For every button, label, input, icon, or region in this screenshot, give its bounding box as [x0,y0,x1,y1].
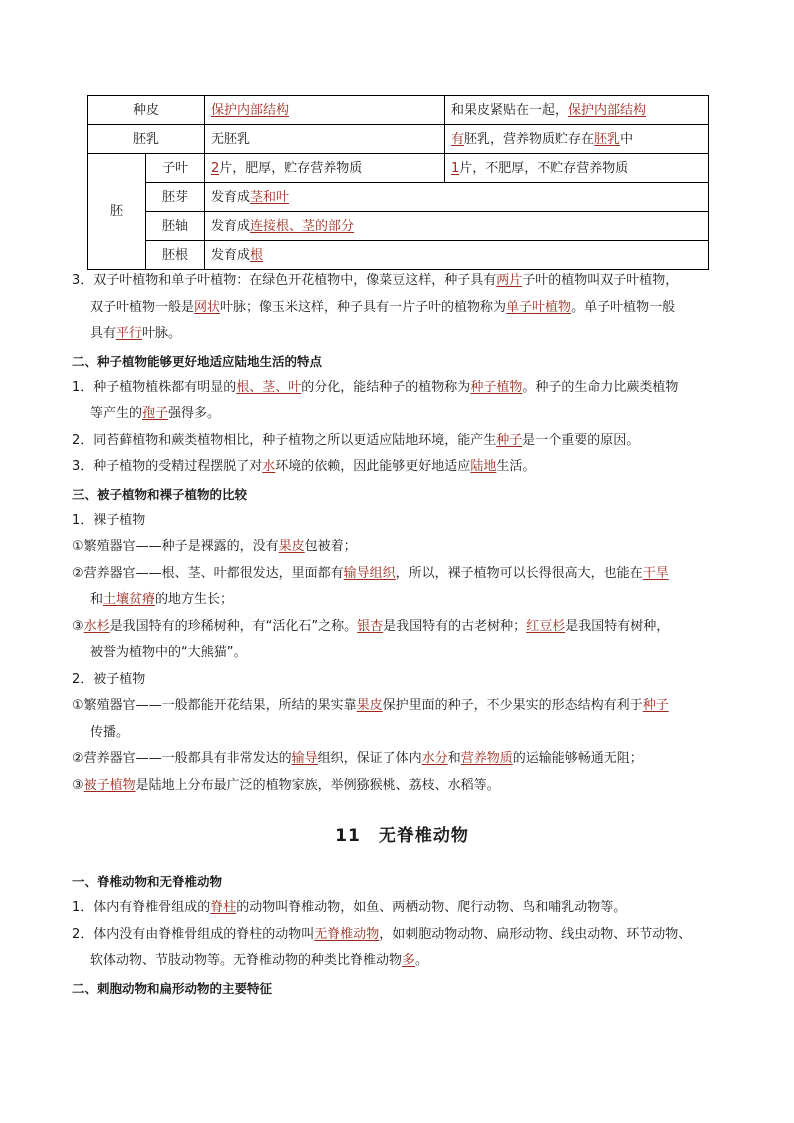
text-segment: 和 [90,592,104,607]
text-segment: 片，不肥厚，不贮存营养物质 [459,160,629,176]
table-cell-content [205,241,709,270]
section-title-text: 无脊椎动物 [378,826,469,846]
text-segment: 胚乳，营养物质贮存在 [464,131,595,147]
section-heading [72,868,732,895]
paragraph-line [72,561,732,588]
text-segment: 。单子叶植物一般 [571,299,676,315]
paragraph-line [72,401,732,428]
text-segment: 发育成 [211,247,251,263]
paragraph-line [72,895,732,922]
text-segment: 等产生的 [90,406,143,421]
text-segment: 1．裸子植物 [72,512,146,528]
key-term: 连接根、茎的部分 [250,218,355,234]
table-cell-content [205,183,709,212]
table-cell-content [205,212,709,241]
text-segment: 是我国特有的古老树种； [383,618,527,634]
text-segment: 是我国特有树种， [565,618,670,634]
text-segment: 发育成 [211,189,251,205]
text-segment: 2．被子植物 [72,671,146,687]
key-term: 红豆杉 [526,618,566,634]
text-segment: ①繁殖器官——种子是裸露的，没有 [72,539,279,554]
text-segment: ，如刺胞动物动物、扁形动物、线虫动物、环节动物、 [379,926,692,942]
table-cell-dicot [205,154,445,183]
key-term: 单子叶植物 [506,299,572,315]
paragraph-line [72,773,732,800]
section-number: 11 [335,826,361,846]
text-segment: 1．体内有脊椎骨组成的 [72,900,211,915]
paragraph-line [72,948,732,975]
table-row-label: 胚根 [146,241,205,270]
text-segment: 二、种子植物能够更好地适应陆地生活的特点 [72,353,323,369]
paragraph-line [72,375,732,402]
key-term: 种子 [496,432,523,448]
key-term: 陆地 [470,459,497,474]
text-segment: 片，肥厚，贮存营养物质 [219,160,363,176]
table-cell-monocot [445,154,709,183]
seed-structure-table [87,95,709,270]
text-segment: 是我国特有的珍稀树种，有“活化石”之称。 [109,618,358,634]
key-term: 根 [250,247,264,263]
key-term: 被子植物 [83,777,136,793]
text-segment: 1．种子植物植株都有明显的 [72,379,237,395]
key-term: 茎和叶 [250,189,290,205]
text-segment: 的地方生长； [155,592,234,607]
key-term: 胚乳 [594,131,621,147]
text-segment: 。种子的生命力比蕨类植物 [522,379,679,395]
text-segment: 一、脊椎动物和无脊椎动物 [72,874,223,889]
text-segment: 。 [415,953,429,968]
table-row-label: 胚轴 [146,212,205,241]
text-segment: 3．双子叶植物和单子叶植物：在绿色开花植物中，像菜豆这样，种子具有 [72,273,497,288]
text-segment: 传播。 [90,724,130,740]
table-row-endosperm [88,125,709,154]
text-segment: 的运输能够畅通无阻； [512,751,643,766]
text-segment: 叶脉。 [142,326,182,341]
document-body [72,268,732,1002]
table-cell-monocot [445,96,709,125]
section-heading [72,348,732,375]
key-term: 银杏 [357,618,384,634]
text-segment: 发育成 [211,218,251,234]
text-segment: 子叶的植物叫双子叶植物， [522,273,679,288]
key-term: 孢子 [142,406,169,421]
table-row-radicle [88,241,709,270]
key-term: 2 [211,160,220,176]
text-segment: 环境的依赖，因此能够更好地适应 [275,459,471,474]
table-cell-monocot [445,125,709,154]
table-row-label: 胚乳 [88,125,205,154]
text-segment: 和果皮紧贴在一起， [451,102,569,118]
text-segment: 具有 [90,326,117,341]
key-term: 1 [451,160,460,176]
table-row-seedcoat [88,96,709,125]
key-term: 种子 [642,698,669,713]
key-term: 果皮 [278,539,305,554]
text-segment: ①繁殖器官——一般都能开花结果，所结的果实靠 [72,698,357,713]
text-segment: 三、被子植物和裸子植物的比较 [72,486,248,502]
text-segment: 二、刺胞动物和扁形动物的主要特征 [72,980,273,996]
table-row-plumule [88,183,709,212]
section-title [72,821,732,851]
paragraph-line [72,667,732,694]
text-segment: 和 [447,751,461,766]
text-segment: 叶脉；像玉米这样，种子具有一片子叶的植物称为 [220,299,507,315]
text-segment: ③ [72,777,84,793]
text-segment: 3．种子植物的受精过程摆脱了对 [72,459,263,474]
key-term: 干旱 [642,565,669,581]
text-segment: 强得多。 [168,406,221,421]
text-segment: ②营养器官——一般都具有非常发达的 [72,751,292,766]
paragraph-line [72,746,732,773]
paragraph-line [72,720,732,747]
text-segment: 中 [620,131,634,147]
key-term: 有 [451,131,465,147]
table-row-hypocotyl [88,212,709,241]
text-segment: 的分化，能结种子的植物称为 [301,379,471,395]
text-segment: 无胚乳 [211,131,251,147]
text-segment: ②营养器官——根、茎、叶都很发达，里面都有 [72,565,344,581]
key-term: 平行 [116,326,143,341]
text-segment: 被誉为植物中的“大熊猫”。 [90,645,247,660]
key-term: 输导 [291,751,318,766]
text-segment: 保护里面的种子，不少果实的形态结构有利于 [382,698,643,713]
key-term: 输导组织 [343,565,396,581]
paragraph-line [72,321,732,348]
key-term: 网状 [194,299,221,315]
table-row-cotyledon [88,154,709,183]
paragraph-line [72,693,732,720]
paragraph-line [72,587,732,614]
text-segment: 生活。 [496,459,536,474]
key-term: 果皮 [356,698,383,713]
key-term: 两片 [496,273,523,288]
paragraph-line [72,268,732,295]
paragraph-line [72,922,732,949]
table-cell-dicot [205,96,445,125]
paragraph-line [72,295,732,322]
key-term: 水杉 [83,618,110,634]
key-term: 种子植物 [470,379,523,395]
key-term: 根、茎、叶 [236,379,302,395]
text-segment: 包被着； [304,539,357,554]
key-term: 水分 [421,751,448,766]
key-term: 多 [402,953,416,968]
text-segment: 组织，保证了体内 [317,751,422,766]
paragraph-line [72,640,732,667]
table-cell-dicot [205,125,445,154]
key-term: 水 [262,459,276,474]
paragraph-line [72,614,732,641]
section-heading [72,975,732,1002]
text-segment: 的动物叫脊椎动物，如鱼、两栖动物、爬行动物、鸟和哺乳动物等。 [236,900,627,915]
key-term: 营养物质 [460,751,513,766]
paragraph-line [72,534,732,561]
text-segment: 是一个重要的原因。 [522,432,640,448]
key-term: 保护内部结构 [568,102,647,118]
key-term: 土壤贫瘠 [103,592,156,607]
paragraph-line [72,508,732,535]
text-segment: 双子叶植物一般是 [90,299,195,315]
key-term: 无脊椎动物 [314,926,380,942]
key-term: 保护内部结构 [211,102,290,118]
text-segment: 2．体内没有由脊椎骨组成的脊柱的动物叫 [72,926,315,942]
text-segment: 软体动物、节肢动物等。无脊椎动物的种类比脊椎动物 [90,953,403,968]
paragraph-line [72,454,732,481]
table-row-label: 子叶 [146,154,205,183]
table-row-label: 胚芽 [146,183,205,212]
section-heading [72,481,732,508]
text-segment: ，所以，裸子植物可以长得很高大，也能在 [395,565,643,581]
embryo-label: 胚 [88,154,146,270]
text-segment: 2．同苔藓植物和蕨类植物相比，种子植物之所以更适应陆地环境，能产生 [72,432,497,448]
key-term: 脊柱 [210,900,237,915]
table-row-label: 种皮 [88,96,205,125]
text-segment: ③ [72,618,84,634]
paragraph-line [72,428,732,455]
text-segment: 是陆地上分布最广泛的植物家族，举例猕猴桃、荔枝、水稻等。 [135,777,500,793]
